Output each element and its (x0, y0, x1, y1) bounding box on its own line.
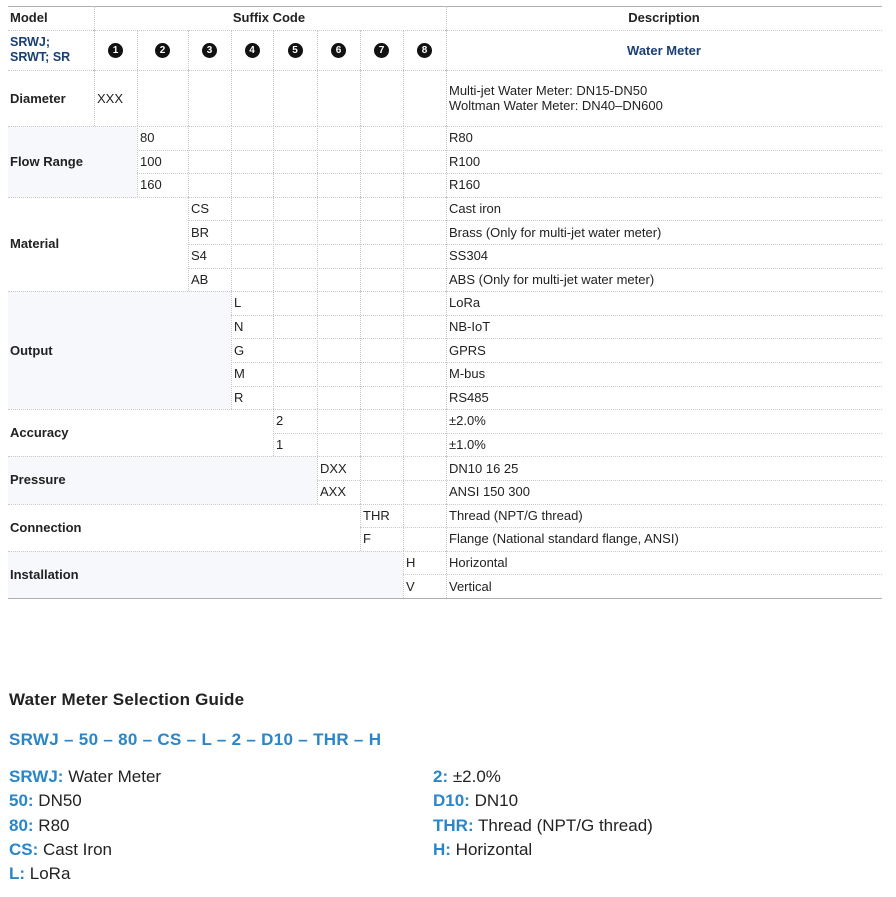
description-cell (449, 220, 661, 244)
suffix-code-cell: F (363, 531, 371, 547)
description-cell (449, 197, 501, 221)
description-cell (449, 315, 490, 339)
group-label-output: Output (10, 342, 53, 358)
legend-key: 50: (9, 791, 34, 811)
suffix-number-badge: 1 (108, 43, 123, 58)
table-rule (94, 30, 95, 70)
table-rule (360, 504, 361, 551)
description-line: LoRa (449, 295, 481, 311)
table-rule (8, 456, 882, 457)
suffix-number-cell (231, 30, 273, 70)
description-line: R80 (449, 130, 473, 146)
description-line: Cast iron (449, 201, 502, 217)
suffix-code-cell: 100 (140, 153, 162, 169)
description-cell (449, 173, 480, 197)
table-rule (8, 6, 882, 7)
legend-key: L: (9, 864, 26, 884)
table-rule (8, 551, 882, 552)
group-label-diameter: Diameter (10, 90, 66, 106)
table-rule (403, 504, 404, 551)
suffix-number-cell (94, 30, 137, 70)
legend-value: Cast Iron (38, 839, 112, 859)
suffix-code-cell: AB (191, 271, 209, 287)
table-rule (273, 409, 274, 456)
table-rule (8, 598, 882, 599)
suffix-code-cell: S4 (191, 248, 207, 264)
description-cell (449, 433, 486, 457)
description-line: R160 (449, 177, 481, 193)
description-cell (449, 126, 473, 150)
table-rule (403, 291, 404, 409)
description-cell (449, 150, 480, 174)
legend-value: DN10 (469, 791, 519, 811)
table-rule (317, 70, 318, 126)
suffix-number-badge: 6 (331, 43, 346, 58)
legend-value: Water Meter (63, 767, 162, 786)
table-rule (403, 409, 404, 456)
model-name-line-1: SRWJ; (10, 35, 51, 49)
table-rule (317, 291, 318, 409)
table-rule (137, 150, 882, 151)
suffix-number-badge: 7 (374, 43, 389, 58)
description-cell (449, 244, 488, 268)
table-rule (446, 70, 447, 126)
table-rule (403, 574, 882, 575)
table-rule (231, 197, 232, 291)
table-rule (446, 197, 447, 291)
suffix-number-cell (360, 30, 403, 70)
table-rule (137, 70, 138, 126)
description-line: M-bus (449, 366, 486, 382)
description-line: RS485 (449, 389, 489, 405)
description-line: ±2.0% (449, 413, 486, 429)
legend-key: 2: (433, 767, 449, 786)
group-label-flow-range: Flow Range (10, 153, 83, 169)
suffix-code-cell: M (234, 366, 245, 382)
legend-value: ±2.0% (448, 767, 501, 786)
table-rule (8, 70, 882, 71)
suffix-code-cell: THR (363, 507, 390, 523)
header-suffix-code: Suffix Code (232, 9, 306, 25)
suffix-code-cell: XXX (97, 90, 124, 106)
suffix-code-cell: 1 (276, 437, 284, 453)
table-rule (446, 551, 447, 598)
table-rule (360, 126, 361, 197)
description-cell (449, 456, 518, 480)
legend-value: R80 (33, 815, 70, 835)
suffix-number-badge: 5 (288, 43, 303, 58)
table-rule (317, 456, 318, 503)
table-rule (360, 527, 882, 528)
legend-item (433, 816, 653, 836)
legend-value: DN50 (33, 791, 82, 811)
table-rule (137, 30, 138, 70)
legend-key: D10: (433, 791, 470, 811)
suffix-number-cell (317, 30, 360, 70)
table-rule (8, 504, 882, 505)
table-rule (188, 220, 882, 221)
suffix-number-cell (273, 30, 317, 70)
suffix-code-cell: 160 (140, 177, 162, 193)
table-rule (403, 456, 404, 503)
suffix-code-cell: N (234, 319, 244, 335)
table-rule (403, 126, 404, 197)
table-rule (231, 338, 882, 339)
suffix-number-badge: 8 (417, 43, 432, 58)
legend-value: LoRa (25, 864, 71, 884)
table-rule (446, 30, 447, 70)
table-rule (403, 551, 404, 598)
table-rule (188, 244, 882, 245)
legend-item (9, 840, 112, 860)
table-rule (360, 197, 361, 291)
table-rule (446, 504, 447, 551)
selection-guide-code: SRWJ – 50 – 80 – CS – L – 2 – D10 – THR – H (9, 730, 382, 749)
suffix-code-table (8, 6, 882, 597)
table-rule (403, 197, 404, 291)
table-rule (94, 6, 95, 30)
description-cell (449, 551, 508, 575)
description-cell (449, 480, 530, 504)
table-rule (8, 409, 882, 410)
table-rule (231, 291, 232, 409)
table-rule (231, 70, 232, 126)
table-rule (8, 197, 882, 198)
suffix-code-cell: CS (191, 201, 210, 217)
suffix-number-cell (403, 30, 446, 70)
suffix-code-cell: G (234, 342, 245, 358)
suffix-code-cell: V (406, 578, 415, 594)
description-cell (449, 268, 654, 292)
table-rule (317, 197, 318, 291)
table-rule (360, 409, 361, 456)
group-label-material: Material (10, 236, 60, 252)
table-rule (403, 70, 404, 126)
description-cell (449, 291, 480, 315)
table-rule (273, 126, 274, 197)
table-rule (188, 30, 189, 70)
table-rule (273, 433, 882, 434)
description-cell (449, 338, 486, 362)
suffix-code-cell: 2 (276, 413, 284, 429)
description-line: SS304 (449, 248, 489, 264)
table-rule (188, 268, 882, 269)
description-line: R100 (449, 153, 481, 169)
group-label-installation: Installation (10, 566, 79, 582)
table-rule (8, 30, 882, 31)
legend-key: H: (433, 839, 451, 859)
legend-key: CS: (9, 839, 39, 859)
description-line: Thread (NPT/G thread) (449, 507, 583, 523)
description-cell (449, 574, 492, 598)
suffix-code-cell: BR (191, 224, 210, 240)
description-line: Vertical (449, 578, 492, 594)
table-rule (188, 70, 189, 126)
table-rule (231, 315, 882, 316)
legend-key: THR: (433, 815, 474, 835)
table-rule (273, 30, 274, 70)
header-description: Description (628, 9, 700, 25)
legend-item (9, 767, 161, 787)
table-rule (231, 126, 232, 197)
table-rule (273, 197, 274, 291)
description-line: ABS (Only for multi-jet water meter) (449, 271, 655, 287)
description-line: Horizontal (449, 555, 508, 571)
description-line: NB-IoT (449, 319, 491, 335)
table-rule (137, 126, 138, 197)
legend-item (9, 816, 70, 836)
description-cell (449, 527, 679, 551)
table-rule (231, 30, 232, 70)
legend-key: SRWJ: (9, 767, 64, 786)
group-label-connection: Connection (10, 519, 82, 535)
selection-guide-title: Water Meter Selection Guide (9, 690, 245, 709)
table-rule (360, 456, 361, 503)
description-line: Flange (National standard flange, ANSI) (449, 531, 679, 547)
suffix-number-cell (137, 30, 188, 70)
table-rule (273, 291, 274, 409)
suffix-code-cell: AXX (320, 484, 347, 500)
table-rule (188, 197, 189, 291)
group-label-pressure: Pressure (10, 472, 66, 488)
suffix-code-cell: R (234, 389, 244, 405)
suffix-code-cell: L (234, 295, 242, 311)
suffix-number-badge: 2 (155, 43, 170, 58)
legend-item (9, 791, 82, 811)
description-cell (449, 386, 489, 410)
suffix-number-cell (188, 30, 231, 70)
table-rule (8, 291, 882, 292)
legend-value: Horizontal (450, 839, 533, 859)
description-line: Brass (Only for multi-jet water meter) (449, 224, 662, 240)
description-line: DN10 16 25 (449, 460, 519, 476)
suffix-code-cell: 80 (140, 130, 155, 146)
description-line: Woltman Water Meter: DN40–DN600 (449, 98, 663, 113)
table-rule (446, 409, 447, 456)
table-rule (188, 126, 189, 197)
table-rule (94, 70, 95, 126)
table-rule (446, 291, 447, 409)
table-rule (231, 386, 882, 387)
legend-item (433, 767, 501, 787)
table-rule (360, 291, 361, 409)
table-rule (446, 456, 447, 503)
legend-key: 80: (9, 815, 34, 835)
table-rule (446, 126, 447, 197)
header-model: Model (10, 9, 48, 25)
legend-value: Thread (NPT/G thread) (473, 815, 653, 835)
description-line: ANSI 150 300 (449, 484, 530, 500)
description-cell (449, 70, 663, 126)
table-rule (360, 70, 361, 126)
group-label-accuracy: Accuracy (10, 425, 69, 441)
model-description: Water Meter (627, 42, 701, 58)
suffix-code-cell: H (406, 555, 416, 571)
table-rule (446, 6, 447, 30)
description-cell (449, 504, 583, 528)
table-rule (317, 126, 318, 197)
description-line: ±1.0% (449, 437, 486, 453)
suffix-number-badge: 3 (202, 43, 217, 58)
description-line: Multi-jet Water Meter: DN15-DN50 (449, 83, 648, 98)
description-cell (449, 409, 486, 433)
table-rule (317, 480, 882, 481)
table-rule (360, 30, 361, 70)
table-rule (231, 362, 882, 363)
table-rule (137, 173, 882, 174)
suffix-code-cell: DXX (320, 460, 347, 476)
description-cell (449, 362, 485, 386)
legend-item (433, 791, 518, 811)
table-rule (317, 30, 318, 70)
legend-item (433, 840, 532, 860)
table-rule (317, 409, 318, 456)
suffix-number-badge: 4 (245, 43, 260, 58)
legend-item (9, 864, 70, 884)
table-rule (403, 30, 404, 70)
model-name (10, 30, 70, 70)
description-line: GPRS (449, 342, 486, 358)
model-name-line-2: SRWT; SR (10, 50, 71, 64)
table-rule (273, 70, 274, 126)
